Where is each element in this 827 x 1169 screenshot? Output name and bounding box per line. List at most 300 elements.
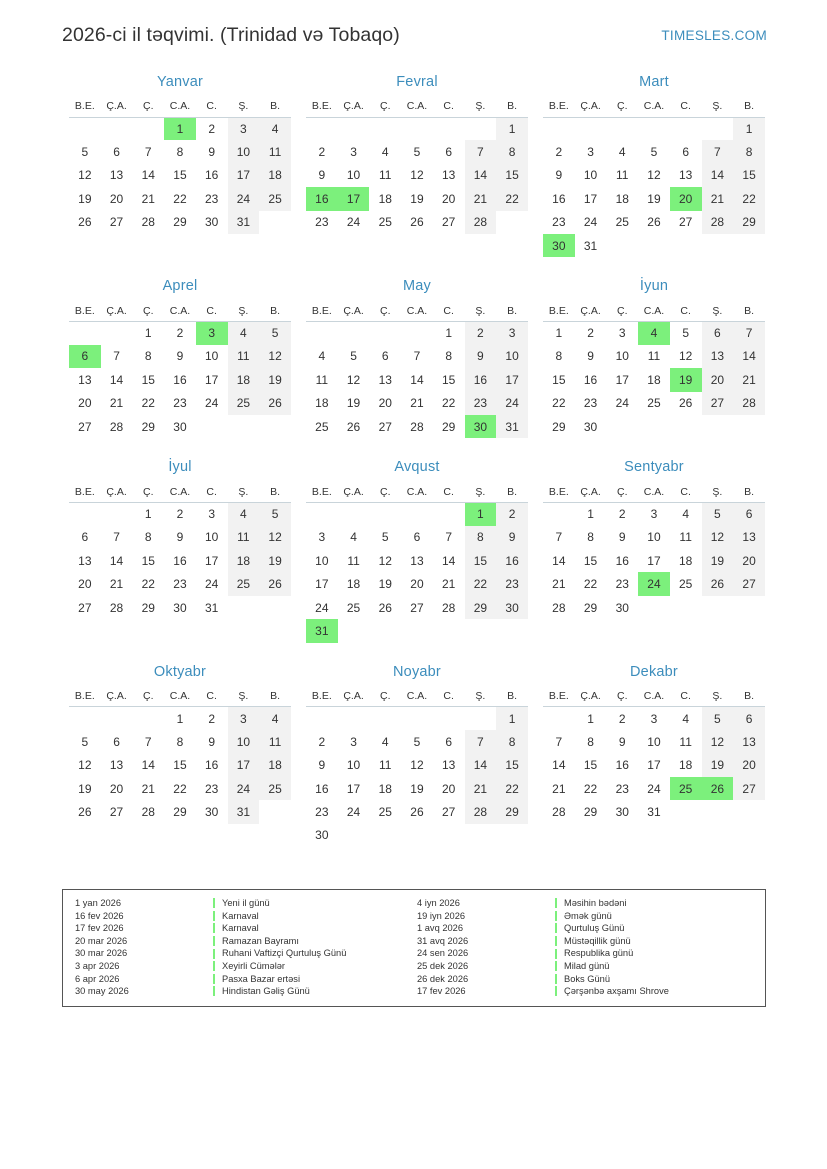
day-cell[interactable]: 17 [615, 372, 629, 387]
day-cell[interactable]: 3 [318, 530, 326, 545]
day-cell[interactable]: 12 [410, 168, 424, 183]
day-cell[interactable]: 1 [555, 326, 563, 341]
holiday-day-cell[interactable]: 24 [638, 572, 670, 595]
day-cell[interactable]: 25 [228, 392, 260, 415]
holiday-day-cell[interactable]: 30 [465, 415, 497, 438]
day-cell[interactable]: 10 [647, 734, 661, 749]
day-cell[interactable]: 28 [552, 804, 566, 819]
day-cell[interactable]: 14 [141, 168, 155, 183]
day-cell[interactable]: 7 [113, 530, 120, 545]
day-cell[interactable]: 11 [228, 345, 260, 368]
day-cell[interactable]: 24 [583, 215, 598, 230]
day-cell[interactable]: 5 [682, 326, 689, 341]
holiday-day-cell[interactable]: 6 [69, 345, 101, 368]
day-cell[interactable]: 2 [496, 502, 528, 525]
day-cell[interactable]: 10 [496, 345, 528, 368]
day-cell[interactable]: 16 [615, 553, 629, 568]
day-cell[interactable]: 1 [587, 711, 594, 726]
day-cell[interactable]: 23 [615, 577, 629, 592]
day-cell[interactable]: 9 [176, 349, 184, 364]
day-cell[interactable]: 2 [176, 507, 184, 522]
holiday-day-cell[interactable]: 26 [702, 777, 734, 800]
day-cell[interactable]: 3 [350, 734, 357, 749]
day-cell[interactable]: 13 [378, 372, 392, 387]
day-cell[interactable]: 27 [78, 600, 92, 615]
day-cell[interactable]: 11 [679, 734, 692, 749]
holiday-day-cell[interactable]: 20 [670, 187, 702, 210]
day-cell[interactable]: 31 [228, 211, 260, 234]
day-cell[interactable]: 7 [702, 140, 734, 163]
day-cell[interactable]: 25 [315, 419, 329, 434]
day-cell[interactable]: 12 [78, 168, 92, 183]
day-cell[interactable]: 19 [259, 549, 291, 572]
day-cell[interactable]: 30 [615, 804, 629, 819]
day-cell[interactable]: 3 [228, 117, 260, 140]
day-cell[interactable]: 9 [555, 168, 563, 183]
day-cell[interactable]: 9 [318, 758, 326, 773]
day-cell[interactable]: 17 [346, 781, 361, 796]
day-cell[interactable]: 26 [702, 572, 734, 595]
day-cell[interactable]: 17 [228, 164, 260, 187]
day-cell[interactable]: 15 [733, 164, 765, 187]
day-cell[interactable]: 19 [78, 191, 92, 206]
day-cell[interactable]: 19 [378, 577, 392, 592]
day-cell[interactable]: 17 [204, 372, 219, 387]
day-cell[interactable]: 7 [465, 730, 497, 753]
day-cell[interactable]: 14 [552, 553, 566, 568]
day-cell[interactable]: 1 [144, 507, 152, 522]
day-cell[interactable]: 14 [441, 553, 456, 568]
day-cell[interactable]: 21 [733, 368, 765, 391]
day-cell[interactable]: 20 [78, 577, 92, 592]
day-cell[interactable]: 7 [555, 530, 563, 545]
day-cell[interactable]: 1 [587, 507, 594, 522]
holiday-day-cell[interactable]: 3 [196, 321, 228, 344]
day-cell[interactable]: 7 [144, 145, 152, 160]
day-cell[interactable]: 30 [615, 600, 629, 615]
day-cell[interactable]: 17 [583, 191, 598, 206]
day-cell[interactable]: 15 [583, 553, 598, 568]
day-cell[interactable]: 1 [144, 326, 152, 341]
day-cell[interactable]: 23 [315, 215, 329, 230]
day-cell[interactable]: 21 [441, 577, 456, 592]
day-cell[interactable]: 4 [381, 734, 389, 749]
day-cell[interactable]: 23 [552, 215, 566, 230]
day-cell[interactable]: 10 [204, 349, 219, 364]
day-cell[interactable]: 24 [315, 600, 329, 615]
day-cell[interactable]: 12 [647, 168, 661, 183]
day-cell[interactable]: 12 [702, 730, 734, 753]
day-cell[interactable]: 26 [378, 600, 392, 615]
day-cell[interactable]: 5 [81, 145, 89, 160]
day-cell[interactable]: 1 [496, 707, 528, 730]
day-cell[interactable]: 15 [141, 553, 155, 568]
day-cell[interactable]: 11 [347, 553, 360, 568]
day-cell[interactable]: 13 [702, 345, 734, 368]
day-cell[interactable]: 6 [445, 734, 452, 749]
day-cell[interactable]: 1 [445, 326, 452, 341]
day-cell[interactable]: 30 [583, 419, 598, 434]
day-cell[interactable]: 12 [702, 526, 734, 549]
day-cell[interactable]: 29 [496, 800, 528, 823]
day-cell[interactable]: 5 [259, 502, 291, 525]
day-cell[interactable]: 25 [259, 777, 291, 800]
day-cell[interactable]: 17 [496, 368, 528, 391]
day-cell[interactable]: 26 [410, 215, 424, 230]
day-cell[interactable]: 4 [682, 507, 689, 522]
day-cell[interactable]: 3 [650, 711, 658, 726]
day-cell[interactable]: 29 [173, 804, 187, 819]
day-cell[interactable]: 12 [346, 372, 361, 387]
day-cell[interactable]: 7 [413, 349, 421, 364]
day-cell[interactable]: 11 [228, 526, 260, 549]
day-cell[interactable]: 19 [702, 549, 734, 572]
day-cell[interactable]: 25 [647, 396, 661, 411]
day-cell[interactable]: 23 [173, 577, 187, 592]
day-cell[interactable]: 27 [733, 777, 765, 800]
day-cell[interactable]: 27 [441, 804, 456, 819]
brand-link[interactable]: TIMESLES.COM [661, 27, 767, 43]
day-cell[interactable]: 29 [141, 600, 155, 615]
day-cell[interactable]: 20 [109, 781, 124, 796]
day-cell[interactable]: 19 [647, 191, 661, 206]
day-cell[interactable]: 4 [682, 711, 689, 726]
day-cell[interactable]: 21 [465, 187, 497, 210]
day-cell[interactable]: 25 [615, 215, 629, 230]
day-cell[interactable]: 13 [733, 526, 765, 549]
day-cell[interactable]: 18 [259, 164, 291, 187]
day-cell[interactable]: 23 [173, 396, 187, 411]
day-cell[interactable]: 29 [465, 596, 497, 619]
day-cell[interactable]: 3 [350, 145, 357, 160]
day-cell[interactable]: 30 [173, 600, 187, 615]
day-cell[interactable]: 5 [702, 502, 734, 525]
day-cell[interactable]: 4 [381, 145, 389, 160]
day-cell[interactable]: 23 [615, 781, 629, 796]
day-cell[interactable]: 6 [113, 145, 120, 160]
day-cell[interactable]: 14 [702, 164, 734, 187]
day-cell[interactable]: 26 [259, 572, 291, 595]
day-cell[interactable]: 21 [552, 781, 566, 796]
day-cell[interactable]: 10 [228, 730, 260, 753]
day-cell[interactable]: 20 [441, 781, 456, 796]
day-cell[interactable]: 28 [410, 419, 424, 434]
day-cell[interactable]: 2 [318, 734, 326, 749]
day-cell[interactable]: 18 [615, 191, 629, 206]
day-cell[interactable]: 26 [647, 215, 661, 230]
day-cell[interactable]: 2 [318, 145, 326, 160]
day-cell[interactable]: 8 [144, 349, 152, 364]
day-cell[interactable]: 31 [204, 600, 219, 615]
day-cell[interactable]: 30 [315, 828, 329, 843]
day-cell[interactable]: 29 [583, 600, 598, 615]
day-cell[interactable]: 13 [678, 168, 693, 183]
day-cell[interactable]: 14 [141, 758, 155, 773]
day-cell[interactable]: 1 [733, 117, 765, 140]
day-cell[interactable]: 19 [410, 191, 424, 206]
day-cell[interactable]: 29 [173, 215, 187, 230]
day-cell[interactable]: 6 [702, 321, 734, 344]
day-cell[interactable]: 21 [109, 396, 124, 411]
day-cell[interactable]: 10 [647, 530, 661, 545]
day-cell[interactable]: 28 [441, 600, 456, 615]
day-cell[interactable]: 26 [410, 804, 424, 819]
day-cell[interactable]: 20 [441, 191, 456, 206]
day-cell[interactable]: 4 [259, 117, 291, 140]
holiday-day-cell[interactable]: 19 [670, 368, 702, 391]
day-cell[interactable]: 20 [109, 191, 124, 206]
day-cell[interactable]: 20 [78, 396, 92, 411]
day-cell[interactable]: 4 [350, 530, 357, 545]
day-cell[interactable]: 2 [618, 507, 626, 522]
day-cell[interactable]: 31 [647, 804, 661, 819]
day-cell[interactable]: 27 [733, 572, 765, 595]
day-cell[interactable]: 5 [413, 734, 421, 749]
day-cell[interactable]: 11 [679, 530, 692, 545]
holiday-day-cell[interactable]: 25 [670, 777, 702, 800]
day-cell[interactable]: 5 [381, 530, 389, 545]
holiday-day-cell[interactable]: 30 [543, 234, 575, 257]
day-cell[interactable]: 3 [496, 321, 528, 344]
day-cell[interactable]: 8 [496, 140, 528, 163]
day-cell[interactable]: 16 [615, 758, 629, 773]
day-cell[interactable]: 9 [587, 349, 594, 364]
day-cell[interactable]: 2 [465, 321, 497, 344]
day-cell[interactable]: 26 [259, 392, 291, 415]
day-cell[interactable]: 16 [315, 781, 329, 796]
day-cell[interactable]: 28 [733, 392, 765, 415]
day-cell[interactable]: 13 [109, 168, 124, 183]
day-cell[interactable]: 27 [109, 215, 124, 230]
day-cell[interactable]: 28 [141, 215, 155, 230]
day-cell[interactable]: 31 [496, 415, 528, 438]
day-cell[interactable]: 22 [141, 577, 155, 592]
day-cell[interactable]: 10 [583, 168, 598, 183]
day-cell[interactable]: 22 [441, 396, 456, 411]
day-cell[interactable]: 28 [109, 419, 124, 434]
day-cell[interactable]: 22 [496, 187, 528, 210]
day-cell[interactable]: 14 [552, 758, 566, 773]
day-cell[interactable]: 18 [647, 372, 661, 387]
holiday-day-cell[interactable]: 17 [338, 187, 370, 210]
day-cell[interactable]: 27 [78, 419, 92, 434]
day-cell[interactable]: 15 [465, 549, 497, 572]
day-cell[interactable]: 24 [204, 396, 219, 411]
day-cell[interactable]: 9 [208, 734, 215, 749]
day-cell[interactable]: 19 [410, 781, 424, 796]
holiday-day-cell[interactable]: 1 [164, 117, 196, 140]
day-cell[interactable]: 21 [141, 781, 155, 796]
day-cell[interactable]: 13 [109, 758, 124, 773]
day-cell[interactable]: 20 [410, 577, 424, 592]
day-cell[interactable]: 28 [552, 600, 566, 615]
day-cell[interactable]: 25 [228, 572, 260, 595]
day-cell[interactable]: 30 [173, 419, 187, 434]
day-cell[interactable]: 5 [650, 145, 658, 160]
day-cell[interactable]: 14 [465, 753, 497, 776]
day-cell[interactable]: 16 [204, 758, 219, 773]
day-cell[interactable]: 23 [204, 191, 219, 206]
day-cell[interactable]: 16 [583, 372, 598, 387]
day-cell[interactable]: 29 [441, 419, 456, 434]
day-cell[interactable]: 30 [496, 596, 528, 619]
day-cell[interactable]: 24 [346, 215, 361, 230]
day-cell[interactable]: 8 [587, 530, 594, 545]
day-cell[interactable]: 23 [315, 804, 329, 819]
day-cell[interactable]: 5 [702, 707, 734, 730]
day-cell[interactable]: 7 [144, 734, 152, 749]
day-cell[interactable]: 2 [618, 711, 626, 726]
day-cell[interactable]: 24 [346, 804, 361, 819]
day-cell[interactable]: 7 [113, 349, 120, 364]
day-cell[interactable]: 4 [228, 321, 260, 344]
day-cell[interactable]: 21 [109, 577, 124, 592]
day-cell[interactable]: 10 [346, 168, 361, 183]
day-cell[interactable]: 9 [176, 530, 184, 545]
day-cell[interactable]: 19 [346, 396, 361, 411]
day-cell[interactable]: 5 [350, 349, 357, 364]
day-cell[interactable]: 22 [552, 396, 566, 411]
day-cell[interactable]: 25 [678, 577, 693, 592]
day-cell[interactable]: 3 [650, 507, 658, 522]
day-cell[interactable]: 14 [465, 164, 497, 187]
day-cell[interactable]: 4 [318, 349, 326, 364]
day-cell[interactable]: 8 [496, 730, 528, 753]
day-cell[interactable]: 15 [173, 168, 187, 183]
day-cell[interactable]: 14 [733, 345, 765, 368]
day-cell[interactable]: 13 [78, 553, 92, 568]
day-cell[interactable]: 10 [315, 553, 329, 568]
day-cell[interactable]: 28 [465, 211, 497, 234]
day-cell[interactable]: 28 [465, 800, 497, 823]
day-cell[interactable]: 28 [141, 804, 155, 819]
day-cell[interactable]: 21 [141, 191, 155, 206]
day-cell[interactable]: 27 [378, 419, 392, 434]
holiday-day-cell[interactable]: 1 [465, 502, 497, 525]
day-cell[interactable]: 13 [410, 553, 424, 568]
day-cell[interactable]: 12 [259, 526, 291, 549]
day-cell[interactable]: 25 [346, 600, 361, 615]
day-cell[interactable]: 22 [496, 777, 528, 800]
day-cell[interactable]: 16 [496, 549, 528, 572]
day-cell[interactable]: 11 [259, 140, 291, 163]
day-cell[interactable]: 6 [682, 145, 689, 160]
day-cell[interactable]: 27 [441, 215, 456, 230]
day-cell[interactable]: 9 [618, 530, 626, 545]
day-cell[interactable]: 22 [583, 577, 598, 592]
day-cell[interactable]: 24 [615, 396, 629, 411]
day-cell[interactable]: 19 [259, 368, 291, 391]
day-cell[interactable]: 13 [733, 730, 765, 753]
day-cell[interactable]: 18 [678, 553, 693, 568]
day-cell[interactable]: 22 [173, 781, 187, 796]
day-cell[interactable]: 6 [445, 145, 452, 160]
day-cell[interactable]: 13 [441, 168, 456, 183]
day-cell[interactable]: 7 [445, 530, 452, 545]
day-cell[interactable]: 9 [318, 168, 326, 183]
day-cell[interactable]: 16 [173, 372, 187, 387]
day-cell[interactable]: 21 [410, 396, 424, 411]
holiday-day-cell[interactable]: 31 [306, 619, 338, 642]
day-cell[interactable]: 6 [81, 530, 89, 545]
day-cell[interactable]: 6 [413, 530, 421, 545]
day-cell[interactable]: 15 [496, 164, 528, 187]
day-cell[interactable]: 7 [733, 321, 765, 344]
day-cell[interactable]: 20 [733, 753, 765, 776]
day-cell[interactable]: 5 [81, 734, 89, 749]
day-cell[interactable]: 19 [702, 753, 734, 776]
day-cell[interactable]: 2 [176, 326, 184, 341]
day-cell[interactable]: 30 [204, 804, 219, 819]
day-cell[interactable]: 22 [583, 781, 598, 796]
day-cell[interactable]: 27 [702, 392, 734, 415]
day-cell[interactable]: 21 [702, 187, 734, 210]
day-cell[interactable]: 8 [733, 140, 765, 163]
day-cell[interactable]: 17 [204, 553, 219, 568]
day-cell[interactable]: 30 [204, 215, 219, 230]
day-cell[interactable]: 24 [228, 777, 260, 800]
day-cell[interactable]: 25 [378, 215, 392, 230]
day-cell[interactable]: 18 [315, 396, 329, 411]
day-cell[interactable]: 29 [733, 211, 765, 234]
day-cell[interactable]: 15 [496, 753, 528, 776]
day-cell[interactable]: 15 [441, 372, 456, 387]
day-cell[interactable]: 18 [259, 753, 291, 776]
day-cell[interactable]: 22 [173, 191, 187, 206]
day-cell[interactable]: 22 [733, 187, 765, 210]
day-cell[interactable]: 1 [176, 711, 184, 726]
day-cell[interactable]: 19 [78, 781, 92, 796]
day-cell[interactable]: 10 [346, 758, 361, 773]
day-cell[interactable]: 29 [552, 419, 566, 434]
day-cell[interactable]: 9 [465, 345, 497, 368]
day-cell[interactable]: 8 [176, 734, 184, 749]
day-cell[interactable]: 15 [141, 372, 155, 387]
day-cell[interactable]: 12 [78, 758, 92, 773]
day-cell[interactable]: 23 [204, 781, 219, 796]
holiday-day-cell[interactable]: 4 [638, 321, 670, 344]
day-cell[interactable]: 10 [615, 349, 629, 364]
day-cell[interactable]: 14 [109, 372, 124, 387]
day-cell[interactable]: 3 [618, 326, 626, 341]
day-cell[interactable]: 14 [109, 553, 124, 568]
day-cell[interactable]: 23 [465, 392, 497, 415]
day-cell[interactable]: 15 [552, 372, 566, 387]
day-cell[interactable]: 27 [678, 215, 693, 230]
day-cell[interactable]: 12 [678, 349, 693, 364]
day-cell[interactable]: 18 [228, 368, 260, 391]
day-cell[interactable]: 9 [618, 734, 626, 749]
day-cell[interactable]: 1 [496, 117, 528, 140]
day-cell[interactable]: 11 [647, 349, 661, 364]
day-cell[interactable]: 8 [144, 530, 152, 545]
day-cell[interactable]: 2 [587, 326, 594, 341]
day-cell[interactable]: 31 [583, 238, 598, 253]
day-cell[interactable]: 18 [378, 191, 392, 206]
day-cell[interactable]: 11 [259, 730, 291, 753]
day-cell[interactable]: 7 [465, 140, 497, 163]
day-cell[interactable]: 17 [228, 753, 260, 776]
day-cell[interactable]: 26 [346, 419, 361, 434]
day-cell[interactable]: 12 [378, 553, 392, 568]
day-cell[interactable]: 12 [259, 345, 291, 368]
day-cell[interactable]: 24 [228, 187, 260, 210]
day-cell[interactable]: 20 [733, 549, 765, 572]
day-cell[interactable]: 16 [552, 191, 566, 206]
day-cell[interactable]: 16 [465, 368, 497, 391]
day-cell[interactable]: 20 [702, 368, 734, 391]
day-cell[interactable]: 25 [259, 187, 291, 210]
